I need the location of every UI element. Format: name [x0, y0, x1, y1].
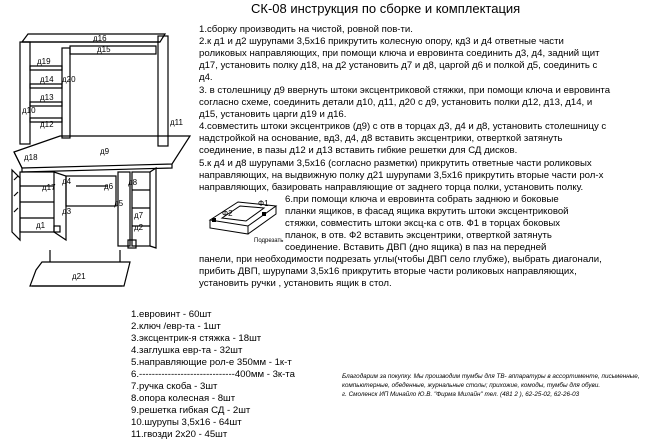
- instruction-line: д4.: [199, 72, 213, 83]
- instruction-line: 5.к д4 и д8 шурупами 3,5х16 (согласно разметки) прикрутить ответные части роликовых: [199, 158, 592, 169]
- label-d7: д7: [134, 211, 144, 220]
- list-item: 6.------------------------------400мм - 3к-та: [131, 369, 295, 380]
- label-d19: д19: [37, 57, 51, 66]
- instruction-line: 6.при помощи ключа и евровинта собрать заднюю и боковые: [285, 194, 559, 205]
- instruction-line: установить ручки , установить ящик в стол.: [199, 278, 392, 289]
- label-d14: д14: [40, 75, 54, 84]
- instruction-line: 4.совместить штоки эксцентриков (д9) с отв в торцах д3, д4 и д8, установить столешницу с: [199, 121, 607, 132]
- instruction-line: планок, в отв. Ф2 вставить эксцентрики, отверткой затянуть: [285, 230, 552, 241]
- label-d9: д9: [100, 147, 110, 156]
- label-cut: Подрезать: [254, 238, 284, 244]
- label-d21: д21: [72, 272, 86, 281]
- list-item: 1.евровинт - 60шт: [131, 309, 212, 320]
- list-item: 7.ручка скоба - 3шт: [131, 381, 218, 392]
- instruction-line: панели, при необходимости подрезать углы(чтобы ДВП село глубже), выбрать диагонали,: [199, 254, 602, 265]
- label-d8: д8: [128, 178, 138, 187]
- list-item: 10.шурупы 3,5х16 - 64шт: [131, 417, 242, 428]
- label-d3: д3: [62, 207, 72, 216]
- label-f1: Ф1: [258, 199, 269, 208]
- label-d16: д16: [93, 34, 107, 43]
- instruction-line: д15, установить царги д19 и д16.: [199, 109, 347, 120]
- instruction-line: соединение, в пазы д12 и д13 вставить гибкие решетки для СД дисков.: [199, 145, 518, 156]
- label-d15: д15: [97, 45, 111, 54]
- label-d13: д13: [40, 93, 54, 102]
- instruction-line: направляющих, базировать направляющие от заднего торца полки, установить полку.: [199, 182, 584, 193]
- label-f2: Ф2: [222, 209, 233, 218]
- instruction-line: направляющих, на выдвижную полку д21 шурупами 3,5х16 прикрутить вторые части рол-х: [199, 170, 604, 181]
- drawer-sketch: [204, 194, 284, 246]
- list-item: 8.опора колесная - 8шт: [131, 393, 236, 404]
- label-d2: д2: [134, 223, 144, 232]
- footer-line: г. Смоленск ИП Минайло Ю.В. "Фирма Милайн" тел. (481 2 ), 62-25-02, 62-26-03: [342, 391, 580, 398]
- instruction-line: надстройкой на основание, вд3, д4, д8 вставить эксцентрики, отверткой затянуть: [199, 133, 563, 144]
- list-item: 11.гвозди 2х20 - 45шт: [131, 429, 228, 440]
- label-d17: д17: [42, 183, 56, 192]
- label-d11: д11: [170, 118, 183, 127]
- instruction-line: стяжки, совместить штоки эксц-ка с отв. Ф1 в торцах боковых: [285, 218, 561, 229]
- instruction-line: согласно схеме, соединить детали д10, д11, д20 с д9, установить полки д12, д13, д14, и: [199, 97, 593, 108]
- document-title: СК-08 инструкция по сборке и комплектация: [251, 1, 521, 16]
- instruction-line: соединение. Вставить ДВП (дно ящика) в паз на передней: [285, 242, 547, 253]
- list-item: 2.ключ /евр-та - 1шт: [131, 321, 221, 332]
- label-d6: д6: [104, 182, 114, 191]
- list-item: 3.эксцентрик-я стяжка - 18шт: [131, 333, 262, 344]
- instruction-line: прибить ДВП, шурупами 3,5х16 прикрутить вторые части роликовых направляющих,: [199, 266, 577, 277]
- label-d20: д20: [62, 75, 76, 84]
- label-d18: д18: [24, 153, 38, 162]
- label-d5: д5: [114, 199, 124, 208]
- instruction-line: 2.к д1 и д2 шурупами 3,5х16 прикрутить колесную опору, кд3 и д4 ответные части: [199, 36, 564, 47]
- desk-assembly-diagram: [0, 0, 200, 300]
- list-item: 5.направляющие рол-е 350мм - 1к-т: [131, 357, 292, 368]
- instruction-line: 1.сборку производить на чистой, ровной пов-ти.: [199, 24, 413, 35]
- footer-line: Благодарим за покупку. Мы производим тумбы для ТВ- аппаратуры в ассортименте, письменные,: [342, 373, 640, 380]
- instruction-line: планки ящиков, в фасад ящика вкрутить штоки эксцентриковой: [285, 206, 569, 217]
- label-d4: д4: [62, 177, 72, 186]
- label-d12: д12: [40, 120, 54, 129]
- list-item: 9.решетка гибкая СД - 2шт: [131, 405, 251, 416]
- instruction-line: 3. в столешницу д9 ввернуть штоки эксцентриковой стяжки, при помощи ключа и евровинта: [199, 85, 611, 96]
- label-d1: д1: [36, 221, 46, 230]
- instruction-line: д17, установить полку д18, на д2 установить д7 и д8, царгой д6 и полкой д5, соединить с: [199, 60, 598, 71]
- label-d10: д10: [22, 106, 36, 115]
- footer-line: компьютерные, обеденные, журнальные столы; прихожие, комоды, тумбы для обуви.: [342, 382, 601, 389]
- list-item: 4.заглушка евр-та - 32шт: [131, 345, 243, 356]
- instruction-line: роликовых направляющих, при помощи ключа и евровинта соединить д3, д4, задний щит: [199, 48, 600, 59]
